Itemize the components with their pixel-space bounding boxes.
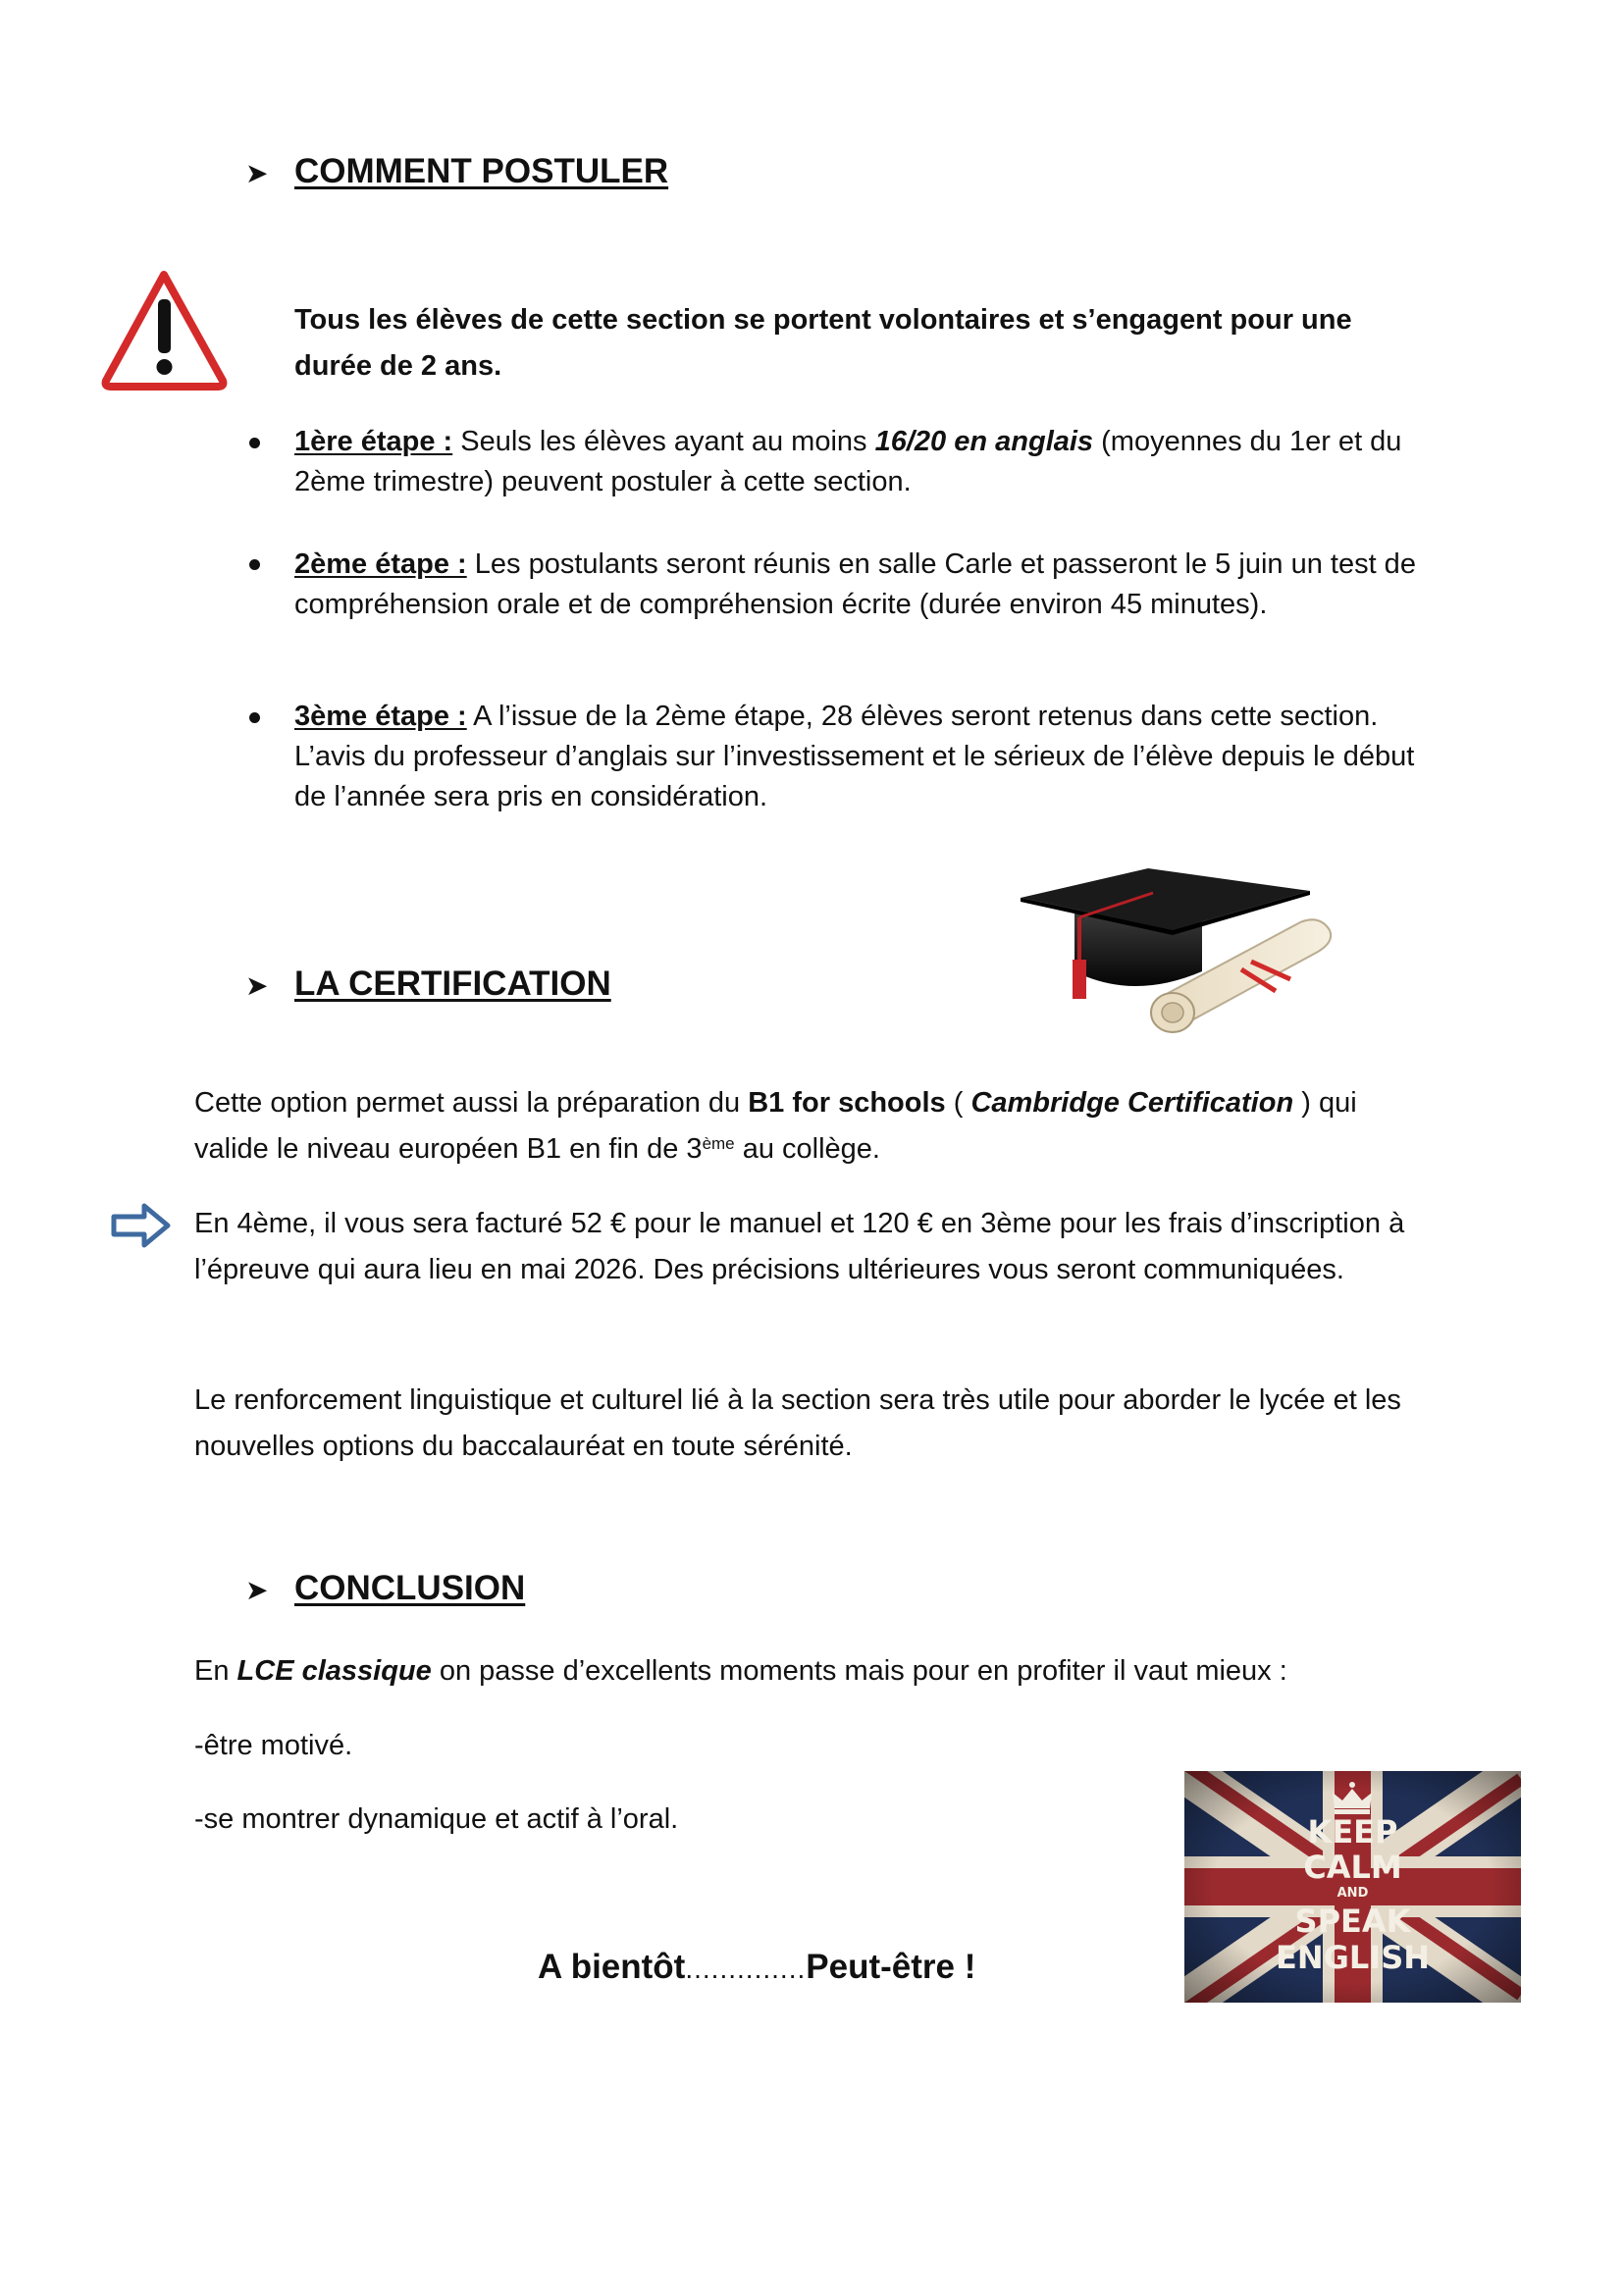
step-text: Seuls les élèves ayant au moins (452, 426, 875, 457)
step-1 (294, 422, 1423, 502)
closing-text: A bientôt (538, 1948, 686, 1986)
bullet-dot (249, 559, 260, 570)
step-label: 2ème étape : (294, 548, 467, 580)
para-text: Cette option permet aussi la préparation du (194, 1087, 749, 1119)
step-label: 1ère étape : (294, 426, 453, 457)
warning-triangle-icon (98, 265, 231, 392)
heading-conclusion: CONCLUSION (294, 1569, 526, 1607)
step-2 (294, 545, 1438, 625)
poster-line: SPEAK (1294, 1903, 1411, 1940)
closing-dots: .............. (685, 1954, 807, 1984)
keep-calm-poster (1184, 1771, 1521, 2003)
closing-text: Peut-être ! (806, 1948, 976, 1986)
certification-paragraph-2: En 4ème, il vous sera facturé 52 € pour le manuel et 120 € en 3ème pour les frais d’inscription à l’épreuve qui aura lieu en mai 2026. Des précisions ultérieures vous seront communiquées. (194, 1208, 1405, 1285)
step-text: Les postulants seront réunis en salle Carle et passeront le 5 juin un test de compréhension orale et de compréhension écrite (durée environ 45 minutes). (294, 548, 1416, 620)
poster-line: KEEP (1307, 1813, 1398, 1851)
heading-comment-postuler: COMMENT POSTULER (294, 152, 669, 190)
conclusion-intro (194, 1648, 1431, 1695)
para-text: ( (945, 1087, 971, 1119)
b1-for-schools: B1 for schools (748, 1087, 946, 1119)
para-text: ) qui valide le niveau européen B1 en fin de 3 (194, 1087, 1357, 1165)
right-arrow-icon (111, 1203, 172, 1248)
cambridge-certification: Cambridge Certification (970, 1087, 1294, 1119)
certification-paragraph-3: Le renforcement linguistique et culturel lié à la section sera très utile pour aborder le lycée et les nouvelles options du baccalauréat en toute sérénité. (194, 1384, 1401, 1462)
para-text: En (194, 1655, 237, 1687)
conclusion-item-2: -se montrer dynamique et actif à l’oral. (194, 1803, 679, 1835)
step-3 (294, 697, 1452, 817)
closing-line (538, 1948, 975, 1987)
step-label: 3ème étape : (294, 701, 467, 732)
superscript: ème (702, 1134, 735, 1153)
poster-text (1184, 1814, 1521, 1975)
heading-certification: LA CERTIFICATION (294, 965, 611, 1003)
poster-line: AND (1336, 1886, 1369, 1901)
conclusion-item-1: -être motivé. (194, 1730, 353, 1761)
certification-paragraph-1 (194, 1080, 1431, 1173)
poster-line: CALM (1303, 1849, 1402, 1886)
para-text: au collège. (734, 1133, 880, 1165)
warning-text: Tous les élèves de cette section se portent volontaires et s’engagent pour une durée de 2 ans. (294, 304, 1352, 382)
bullet-dot (249, 712, 260, 723)
section-bullet-icon: ➤ (245, 158, 269, 188)
step-emphasis: 16/20 en anglais (874, 426, 1094, 457)
para-text: on passe d’excellents moments mais pour en profiter il vaut mieux : (431, 1655, 1287, 1687)
section-bullet-icon: ➤ (245, 970, 269, 1001)
section-bullet-icon: ➤ (245, 1575, 269, 1605)
graduation-cap-icon (1006, 863, 1344, 1040)
poster-line: ENGLISH (1275, 1939, 1431, 1976)
bullet-dot (249, 438, 260, 448)
lce-classique: LCE classique (236, 1655, 432, 1687)
step-text: (moyennes du 1er et du 2ème trimestre) peuvent postuler à cette section. (294, 426, 1402, 497)
step-text: A l’issue de la 2ème étape, 28 élèves seront retenus dans cette section. L’avis du professeur d’anglais sur l’investissement et le sérieux de l’élève depuis le début de l’année sera pris en considération. (294, 701, 1415, 812)
